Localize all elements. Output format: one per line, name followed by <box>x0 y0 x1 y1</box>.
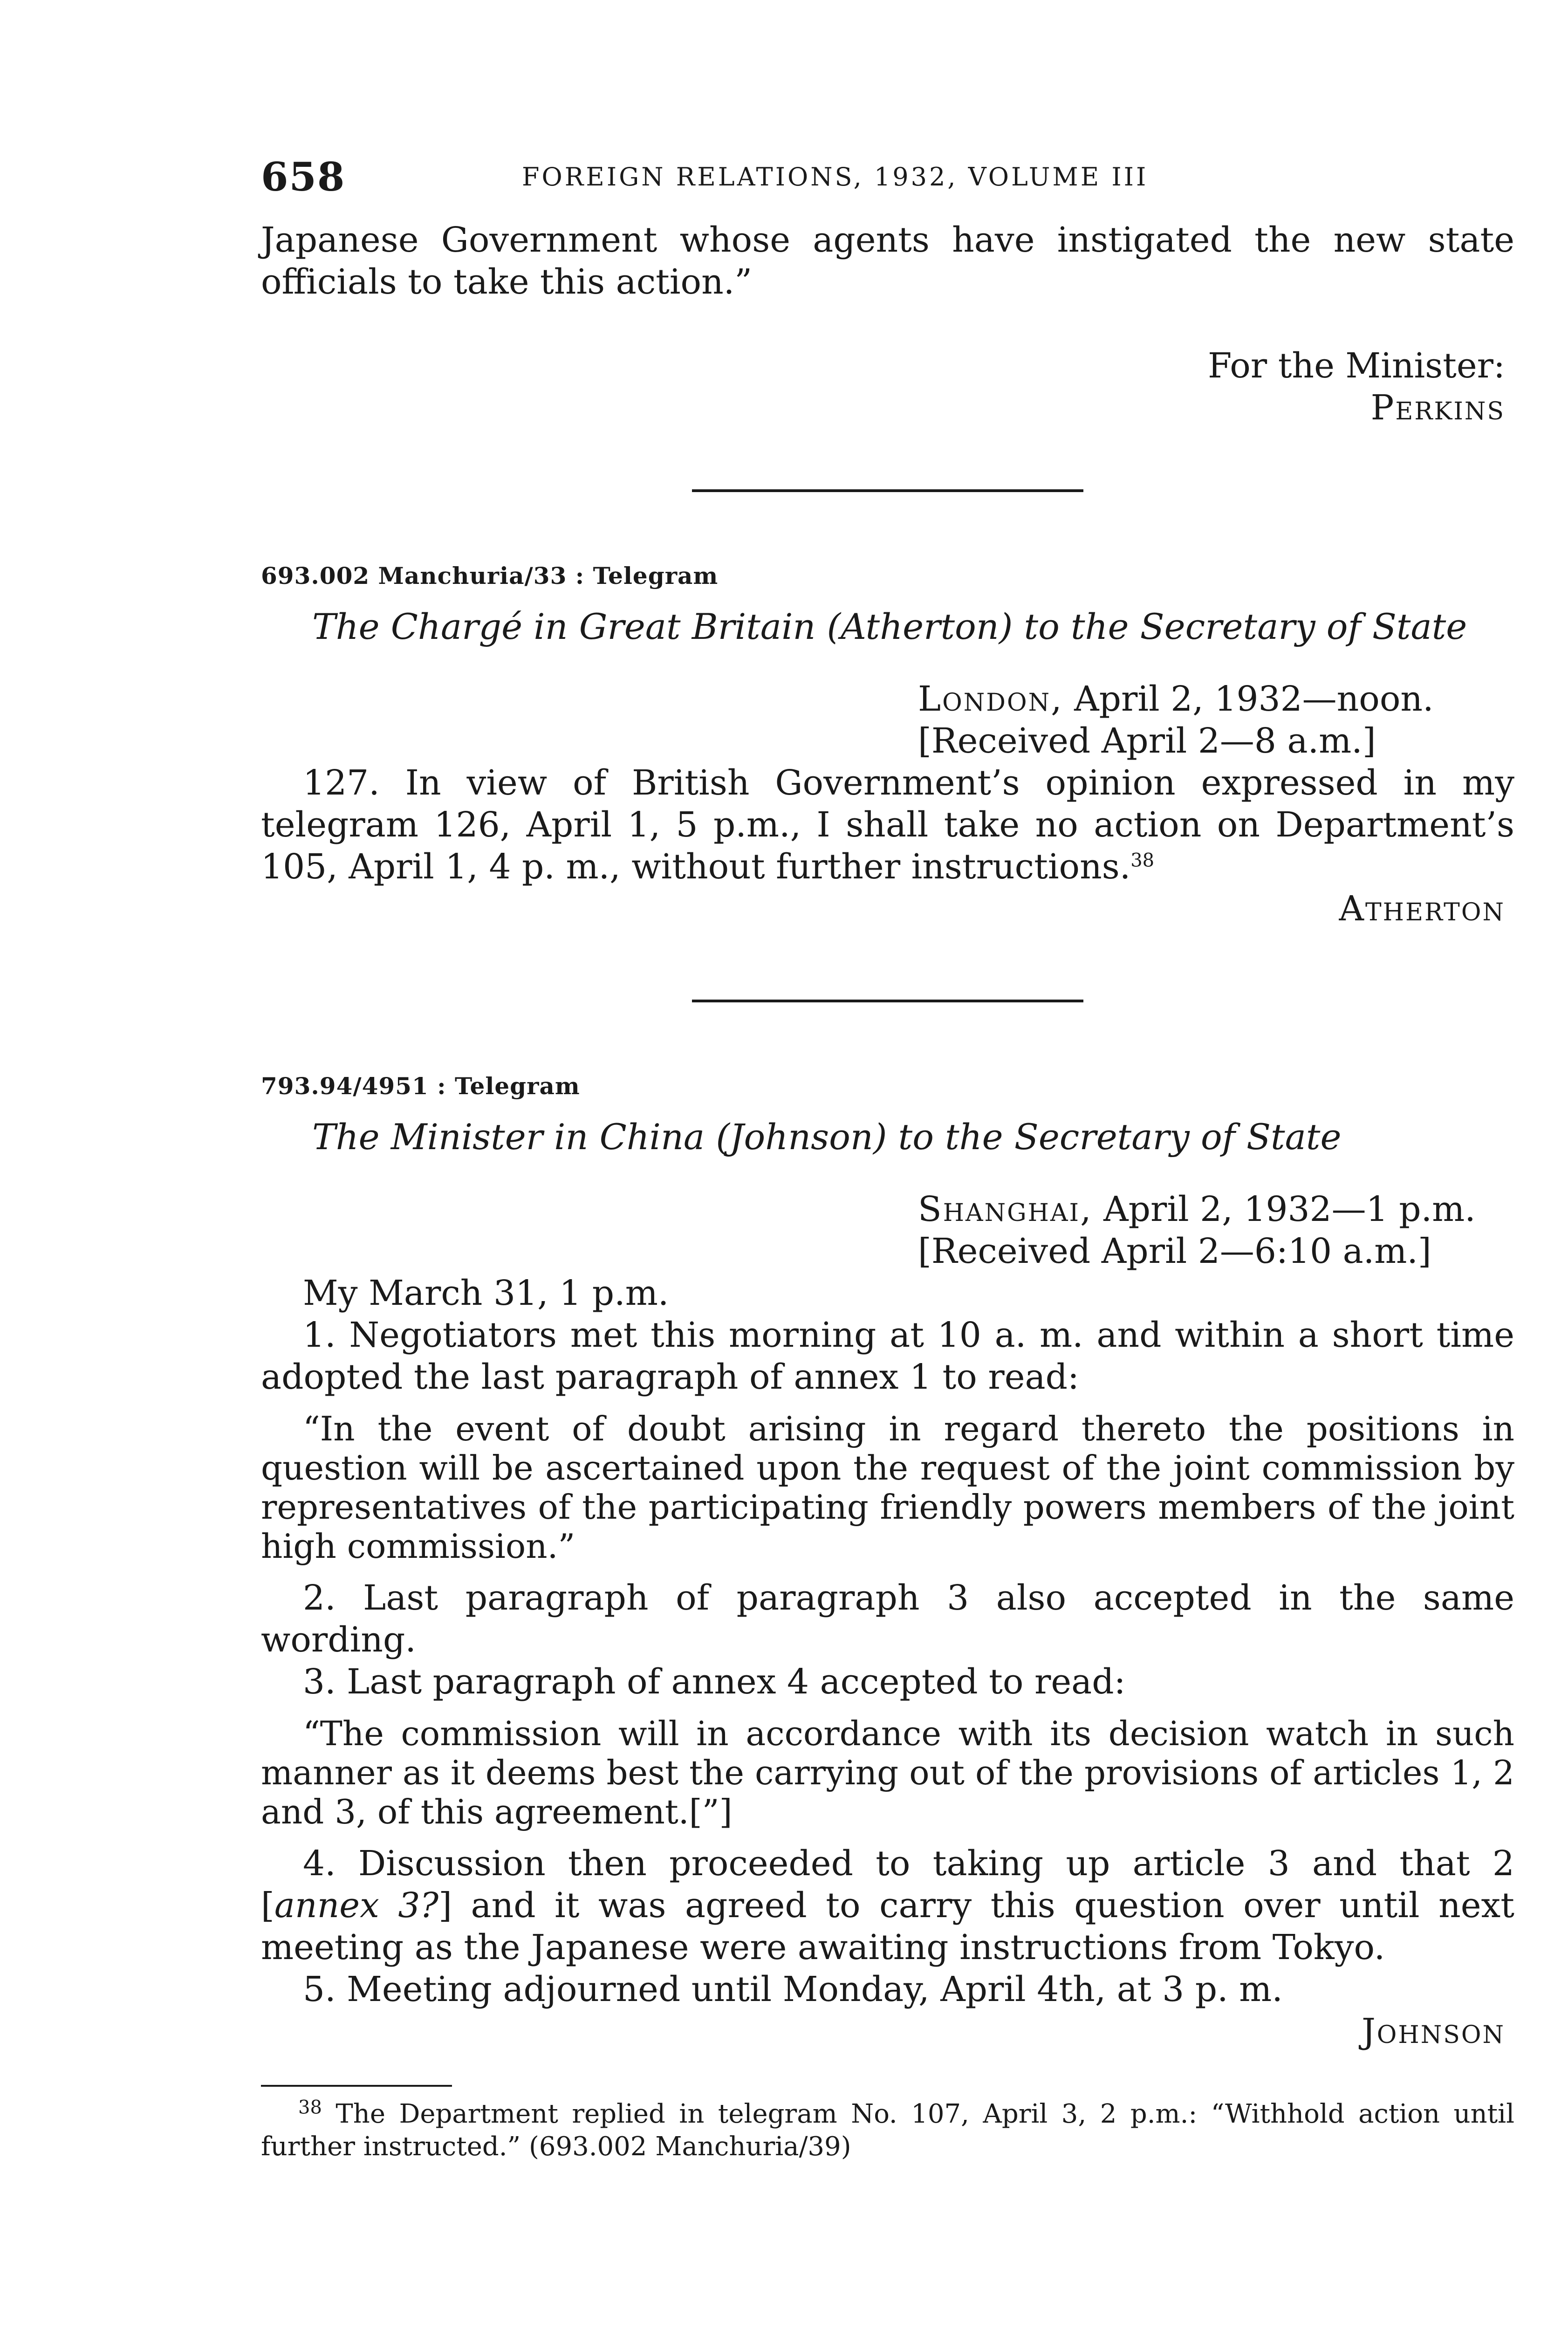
paragraph-5: 5. Meeting adjourned until Monday, April 4th, at 3 p. m. <box>303 1969 1283 2009</box>
dateline-city: London, <box>918 679 1063 719</box>
dateline-place <box>918 1189 1476 1229</box>
received-line: [Received April 2—8 a.m.] <box>918 721 1376 761</box>
signer-perkins: Perkins <box>1370 388 1505 428</box>
footnote-divider <box>261 2085 452 2087</box>
document-heading: The Chargé in Great Britain (Atherton) to the Secretary of State <box>312 606 1467 647</box>
telegram-reference: My March 31, 1 p.m. <box>303 1273 669 1313</box>
file-reference: 693.002 Manchuria/33 : Telegram <box>261 562 719 589</box>
continuation-text: Japanese Government whose agents have instigated the new state officials to take this action.” <box>261 220 1514 302</box>
quotation-1: “In the event of doubt arising in regard thereto the positions in question will be ascertained upon the request of the joint commission by representatives of the participating friendly powers members of the joint high commission.” <box>261 1409 1514 1566</box>
signoff-label: For the Minister: <box>1207 346 1505 386</box>
dateline-date: April 2, 1932—noon. <box>1074 679 1434 719</box>
section-divider <box>692 489 1083 492</box>
dateline-date: April 2, 1932—1 p.m. <box>1103 1189 1476 1229</box>
dateline <box>918 678 1514 762</box>
signer-johnson: Johnson <box>1362 2011 1505 2051</box>
footnote-marker: 38 <box>1130 850 1155 871</box>
document-heading: The Minister in China (Johnson) to the Secretary of State <box>312 1116 1342 1158</box>
received-line: [Received April 2—6:10 a.m.] <box>918 1231 1431 1271</box>
body-text: 127. In view of British Government’s opinion expressed in my telegram 126, April 1, 5 p.m., I shall take no action on Department’s 105, April 1, 4 p. m., without further instructions. <box>261 763 1514 887</box>
telegram-body <box>261 762 1514 888</box>
signer-atherton: Atherton <box>1339 889 1505 929</box>
running-title: FOREIGN RELATIONS, 1932, VOLUME III <box>522 162 1149 192</box>
page-header <box>261 154 1514 205</box>
dateline-place <box>918 679 1434 719</box>
section-divider <box>692 1000 1083 1002</box>
paragraph-2: 2. Last paragraph of paragraph 3 also accepted in the same wording. <box>261 1578 1514 1660</box>
page <box>261 154 1514 2163</box>
paragraph-3: 3. Last paragraph of annex 4 accepted to read: <box>303 1662 1126 1702</box>
footnote <box>261 2098 1514 2163</box>
paragraph-1: 1. Negotiators met this morning at 10 a. m. and within a short time adopted the last paragraph of annex 1 to read: <box>261 1315 1514 1397</box>
quotation-2: “The commission will in accordance with its decision watch in such manner as it deems best the carrying out of the provisions of articles 1, 2 and 3, of this agreement.[”] <box>261 1714 1514 1831</box>
editorial-insertion: annex 3? <box>274 1885 439 1926</box>
paragraph-4-start: 4. Discussion then proceeded to taking up article 3 and that 2 [ <box>261 1843 1514 1926</box>
paragraph-4 <box>261 1843 1514 1968</box>
footnote-number: 38 <box>298 2097 322 2118</box>
dateline-city: Shanghai, <box>918 1189 1093 1229</box>
paragraph-4-end: ] and it was agreed to carry this question over until next meeting as the Japanese were awaiting instructions from Tokyo. <box>261 1885 1514 1967</box>
dateline <box>918 1188 1514 1272</box>
footnote-text: The Department replied in telegram No. 107, April 3, 2 p.m.: “Withhold action until further instructed.” (693.002 Manchuria/39) <box>261 2099 1514 2162</box>
file-reference: 793.94/4951 : Telegram <box>261 1072 580 1100</box>
page-number: 658 <box>261 154 346 200</box>
